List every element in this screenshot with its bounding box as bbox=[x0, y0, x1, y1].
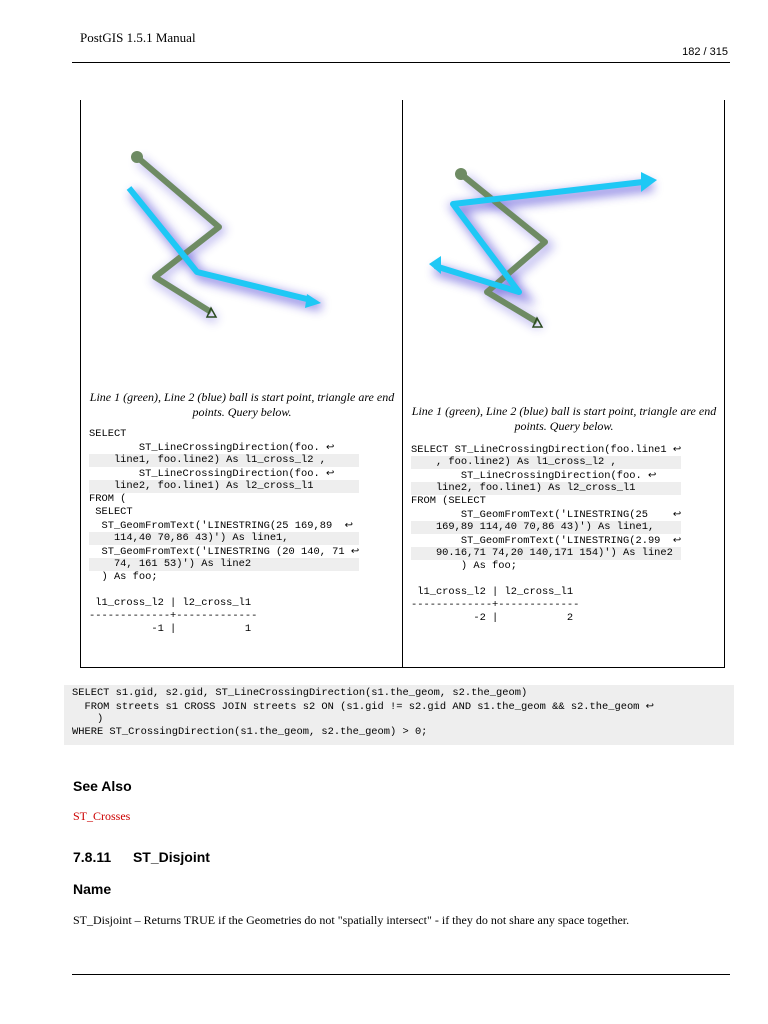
code-line: l1_cross_l2 | l2_cross_l1 bbox=[411, 586, 574, 598]
code-line: -2 | 2 bbox=[411, 612, 574, 624]
section-number: 7.8.11 bbox=[73, 849, 112, 865]
example-figure-1 bbox=[121, 140, 381, 380]
line-wrap-icon: ↩ bbox=[672, 444, 682, 455]
code-line: WHERE ST_CrossingDirection(s1.the_geom, s2.the_geom) > 0; bbox=[72, 726, 428, 738]
example-caption-1: Line 1 (green), Line 2 (blue) ball is start point, triangle are end points. Query below. bbox=[89, 390, 395, 419]
line-wrap-icon: ↩ bbox=[350, 546, 360, 557]
line-wrap-icon: ↩ bbox=[645, 701, 655, 712]
line1-start-ball bbox=[455, 168, 467, 180]
code-line: FROM (SELECT bbox=[411, 495, 486, 507]
code-line bbox=[411, 573, 681, 586]
code-line: 90.16,71 74,20 140,171 154)') As line2 bbox=[411, 547, 681, 560]
code-line: ST_GeomFromText('LINESTRING (20 140, 71 ↩ bbox=[89, 546, 360, 558]
code-line: line2, foo.line1) As l2_cross_l1 bbox=[411, 482, 681, 495]
sql-code-block bbox=[64, 685, 734, 745]
example-code-1 bbox=[89, 428, 359, 636]
code-line: ST_GeomFromText('LINESTRING(25 ↩ bbox=[411, 509, 682, 521]
code-line: SELECT bbox=[89, 506, 133, 518]
code-line: SELECT s1.gid, s2.gid, ST_LineCrossingDirection(s1.the_geom, s2.the_geom) bbox=[72, 687, 528, 699]
name-description: ST_Disjoint – Returns TRUE if the Geometries do not "spatially intersect" - if they do not share any space together. bbox=[73, 913, 630, 927]
example-code-2 bbox=[411, 443, 681, 625]
footer-rule bbox=[72, 974, 730, 975]
code-line: -------------+------------- bbox=[89, 610, 258, 622]
code-line: ST_LineCrossingDirection(foo. ↩ bbox=[89, 468, 335, 480]
sql-code bbox=[72, 687, 654, 739]
code-line bbox=[89, 584, 359, 597]
line-wrap-icon: ↩ bbox=[325, 442, 335, 453]
code-line: l1_cross_l2 | l2_cross_l1 bbox=[89, 597, 252, 609]
code-line: 74, 161 53)') As line2 bbox=[89, 558, 359, 571]
line-wrap-icon: ↩ bbox=[672, 535, 682, 546]
header-rule bbox=[72, 62, 730, 63]
page-number: 182 / 315 bbox=[682, 46, 728, 58]
code-line: -1 | 1 bbox=[89, 623, 252, 635]
line2-shadow bbox=[133, 192, 321, 306]
code-line: ST_LineCrossingDirection(foo. ↩ bbox=[89, 442, 335, 454]
example-caption-2: Line 1 (green), Line 2 (blue) ball is start point, triangle are end points. Query below. bbox=[411, 404, 717, 433]
code-line: 169,89 114,40 70,86 43)') As line1, bbox=[411, 521, 681, 534]
code-line: SELECT bbox=[89, 428, 127, 440]
line-wrap-icon: ↩ bbox=[647, 470, 657, 481]
example-table bbox=[80, 100, 725, 668]
code-line: ) bbox=[72, 713, 104, 725]
running-header-title: PostGIS 1.5.1 Manual bbox=[80, 30, 196, 45]
code-line: line1, foo.line2) As l1_cross_l2 , bbox=[89, 454, 359, 467]
code-line: 114,40 70,86 43)') As line1, bbox=[89, 532, 359, 545]
code-line: FROM streets s1 CROSS JOIN streets s2 ON (s1.gid != s2.gid AND s1.the_geom && s2.the_geom ↩ bbox=[72, 701, 655, 713]
code-line: ST_GeomFromText('LINESTRING(25 169,89 ↩ bbox=[89, 520, 354, 532]
name-heading: Name bbox=[73, 881, 112, 897]
table-cell-divider bbox=[402, 100, 403, 667]
code-line: SELECT ST_LineCrossingDirection(foo.line1 ↩ bbox=[411, 444, 682, 456]
code-line: , foo.line2) As l1_cross_l2 , bbox=[411, 456, 681, 469]
line1-start-ball bbox=[131, 151, 143, 163]
st-crosses-link[interactable]: ST_Crosses bbox=[73, 809, 131, 823]
code-line: ) As foo; bbox=[411, 560, 518, 572]
example-figure-2 bbox=[421, 150, 681, 390]
section-title: ST_Disjoint bbox=[132, 849, 210, 865]
line-wrap-icon: ↩ bbox=[344, 520, 354, 531]
code-line: ) As foo; bbox=[89, 571, 158, 583]
line-wrap-icon: ↩ bbox=[672, 509, 682, 520]
line-wrap-icon: ↩ bbox=[325, 468, 335, 479]
code-line: -------------+------------- bbox=[411, 599, 580, 611]
code-line: line2, foo.line1) As l2_cross_l1 bbox=[89, 480, 359, 493]
code-line: ST_GeomFromText('LINESTRING(2.99 ↩ bbox=[411, 535, 682, 547]
line1-green bbox=[137, 157, 219, 312]
code-line: ST_LineCrossingDirection(foo. ↩ bbox=[411, 470, 657, 482]
see-also-heading: See Also bbox=[73, 778, 132, 794]
section-heading bbox=[73, 849, 210, 865]
code-line: FROM ( bbox=[89, 493, 127, 505]
